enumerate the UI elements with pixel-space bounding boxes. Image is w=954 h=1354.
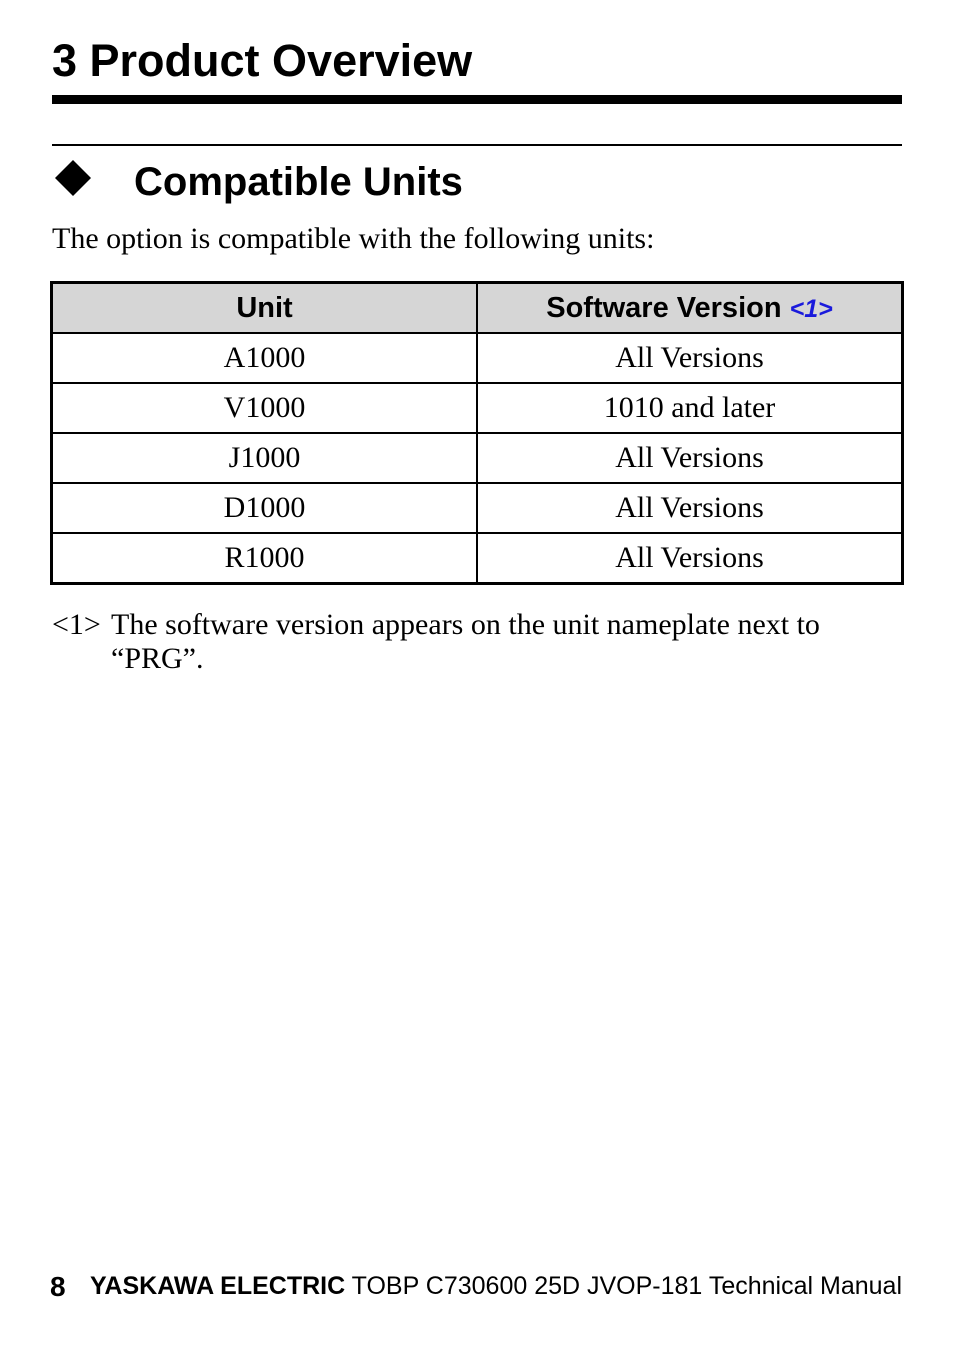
version-cell: 1010 and later xyxy=(477,383,903,433)
version-cell: All Versions xyxy=(477,333,903,383)
table-row xyxy=(52,433,903,483)
page-number: 8 xyxy=(50,1271,66,1302)
unit-cell: V1000 xyxy=(52,383,478,433)
unit-cell: J1000 xyxy=(52,433,478,483)
unit-cell: A1000 xyxy=(52,333,478,383)
intro-text: The option is compatible with the following units: xyxy=(52,222,655,255)
diamond-bullet-icon xyxy=(55,160,91,196)
table-row xyxy=(52,383,903,433)
section-rule xyxy=(52,144,902,146)
footnote-mark: <1> xyxy=(52,608,101,641)
column-header-unit: Unit xyxy=(52,283,478,334)
table-row xyxy=(52,533,903,584)
footer-manual: TOBP C730600 25D JVOP-181 Technical Manual xyxy=(345,1272,902,1300)
section-title: Compatible Units xyxy=(134,160,463,204)
unit-cell: R1000 xyxy=(52,533,478,584)
footnote-ref-link[interactable]: <1> xyxy=(789,294,833,323)
chapter-title: 3 Product Overview xyxy=(52,35,473,86)
footnote xyxy=(52,608,912,676)
table-row xyxy=(52,483,903,533)
footer-manual-title xyxy=(90,1272,902,1301)
unit-cell: D1000 xyxy=(52,483,478,533)
compatible-units-table xyxy=(50,281,904,585)
table-row xyxy=(52,333,903,383)
table-header-row xyxy=(52,283,903,334)
footnote-text: The software version appears on the unit nameplate next to “PRG”. xyxy=(111,608,820,675)
version-cell: All Versions xyxy=(477,433,903,483)
footer-company: YASKAWA ELECTRIC xyxy=(90,1272,346,1300)
version-cell: All Versions xyxy=(477,483,903,533)
version-cell: All Versions xyxy=(477,533,903,584)
chapter-rule xyxy=(52,95,902,104)
column-header-software-version-label: Software Version xyxy=(546,291,782,324)
column-header-software-version xyxy=(477,283,903,334)
